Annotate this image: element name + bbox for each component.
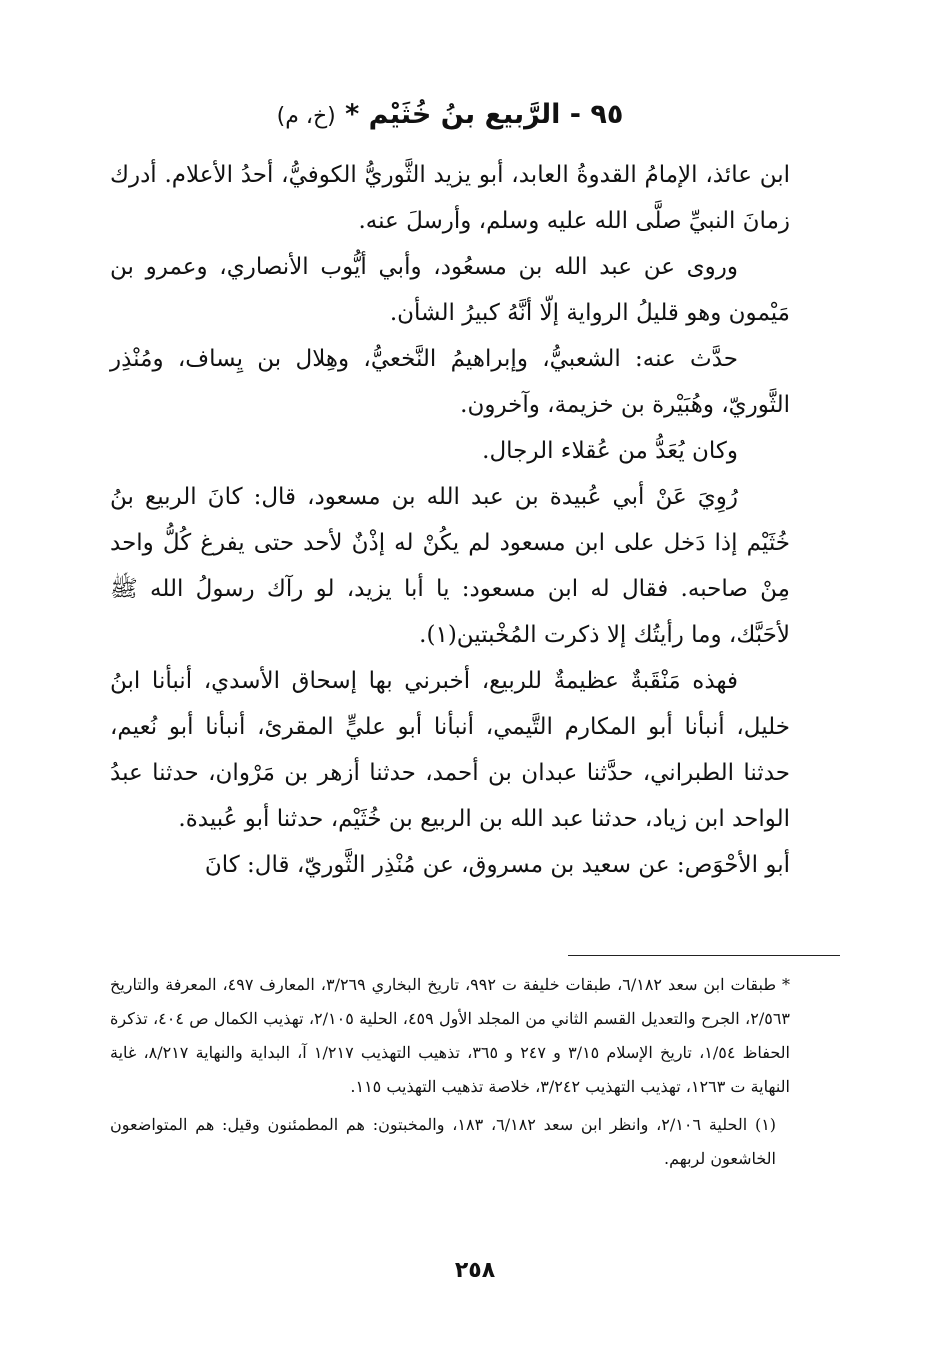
paragraph-narrators: حدَّث عنه: الشعبيُّ، وإبراهيمُ النَّخعيُّ، وهِلال بن يِساف، ومُنْذِر الثَّوريّ، وهُبَيْرة بن خزيمة، وآخرون. (110, 346, 790, 418)
paragraph-anecdote: رُوِيَ عَنْ أبي عُبيدة بن عبد الله بن مسعود، قال: كانَ الربيع بنُ خُثَيْم إذا دَخل على ابن مسعود لم يكُنْ له إذْنٌ لأحد حتى يفرغ كُلُّ واحد مِنْ صاحبه. فقال له ابن مسعود: يا أبا يزيد، لو رآك رسولُ الله ﷺ لأحَبَّك، وما رأيتُك إلا ذكرت المُخْبتين(١). (110, 484, 790, 648)
entry-title: ٩٥ - الرَّبيع بنُ خُثَيْم * (345, 99, 624, 130)
paragraph-narrated-from: وروى عن عبد الله بن مسعُود، وأبي أيُّوب الأنصاري، وعمرو بن مَيْمون وهو قليلُ الرواية إلّا أنَّهُ كبيرُ الشأن. (110, 254, 790, 326)
entry-heading (110, 90, 790, 142)
paragraph-lineage: ابن عائذ، الإمامُ القدوةُ العابد، أبو يزيد الثَّوريُّ الكوفيُّ، أحدُ الأعلام. أدرك زمانَ النبيِّ صلَّى الله عليه وسلم، وأرسلَ عنه. (110, 162, 790, 234)
footnote-1: (١) الحلية ٢/١٠٦، وانظر ابن سعد ٦/١٨٢، ١٨٣، والمخبتون: هم المطمئنون وقيل: هم المتواضعون الخاشعون لربهم. (110, 1115, 777, 1168)
page-number: ٢٥٨ (454, 1258, 496, 1283)
footnotes (110, 968, 790, 1176)
footnote-sources: * طبقات ابن سعد ٦/١٨٢، طبقات خليفة ت ٩٩٢، تاريخ البخاري ٣/٢٦٩، المعارف ٤٩٧، المعرفة والتاريخ ٢/٥٦٣، الجرح والتعديل القسم الثاني من المجلد الأول ٤٥٩، الحلية ٢/١٠٥، تهذيب الكمال ص ٤٠٤، تذكرة الحفاظ ١/٥٤، تاريخ الإسلام ٣/١٥ و ٢٤٧ و ٣٦٥، تذهيب التهذيب ١/٢١٧ آ، البداية والنهاية ٨/٢١٧، غاية النهاية ت ١٢٦٣، تهذيب التهذيب ٣/٢٤٢، خلاصة تذهيب التهذيب ١١٥. (110, 975, 791, 1096)
paragraph-wisdom: وكان يُعَدُّ من عُقلاء الرجال. (482, 438, 738, 464)
paragraph-continuation: أبو الأحْوَص: عن سعيد بن مسروق، عن مُنْذِر الثَّوريّ، قال: كانَ (204, 852, 790, 878)
entry-sigla: (خ، م) (276, 104, 336, 129)
page-body (110, 90, 790, 888)
footnote-divider (568, 955, 840, 956)
paragraph-isnad: فهذه مَنْقَبةٌ عظيمةٌ للربيع، أخبرني بها إسحاق الأسدي، أنبأنا ابنُ خليل، أنبأنا أبو المكارم التَّيمي، أنبأنا أبو عليٍّ المقرئ، أنبأنا أبو نُعيم، حدثنا الطبراني، حدَّثنا عبدان بن أحمد، حدثنا أزهر بن مَرْوان، حدثنا عبدُ الواحد ابن زياد، حدثنا عبد الله بن الربيع بن خُثَيْم، حدثنا أبو عُبيدة. (110, 668, 790, 832)
main-text (110, 152, 790, 888)
